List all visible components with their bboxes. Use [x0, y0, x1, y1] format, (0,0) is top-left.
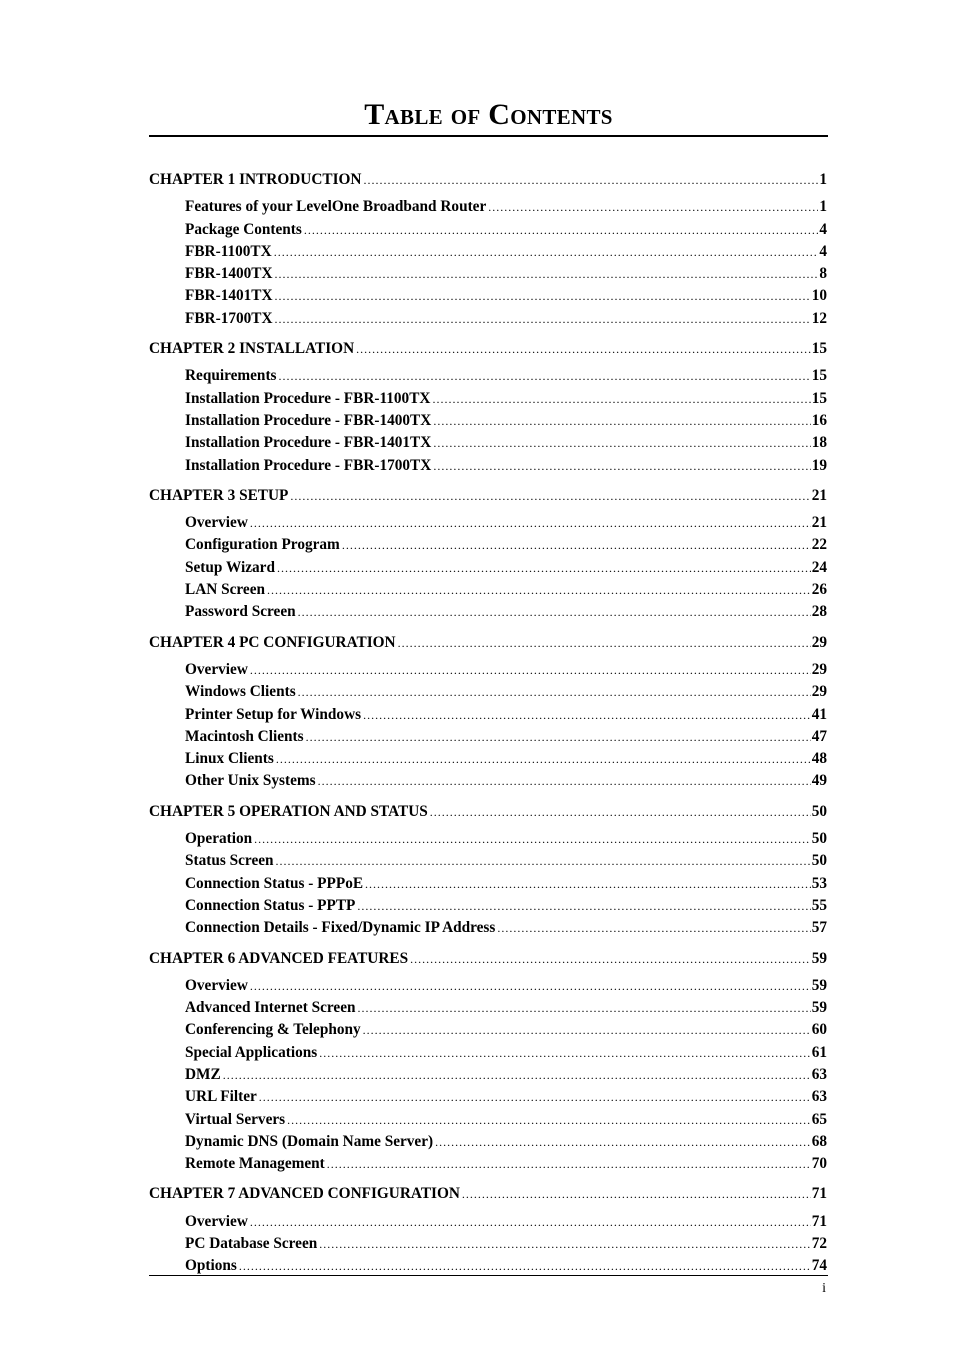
toc-entry-label: Features of your LevelOne Broadband Router [185, 198, 487, 216]
toc-leader-dots [433, 456, 810, 477]
toc-entry-label: Installation Procedure - FBR-1400TX [185, 411, 432, 429]
page-title: Table of Contents [364, 98, 613, 131]
toc-leader-dots [290, 486, 810, 507]
toc-section-entry[interactable] [149, 828, 827, 850]
toc-entry-label: Other Unix Systems [185, 772, 316, 790]
toc-entry-label: URL Filter [185, 1088, 257, 1106]
toc-entry-label: CHAPTER 2 INSTALLATION [149, 340, 355, 358]
toc-entry-label: Advanced Internet Screen [185, 999, 356, 1017]
toc-page-number: 4 [819, 242, 827, 260]
toc-chapter-block [149, 169, 827, 330]
toc-section-entry[interactable] [149, 557, 827, 579]
toc-chapter-entry[interactable] [149, 485, 827, 507]
toc-leader-dots [259, 1087, 811, 1108]
toc-page-number: 18 [811, 434, 827, 452]
toc-leader-dots [319, 1234, 810, 1255]
toc-page-number: 48 [811, 750, 827, 768]
toc-page-number: 19 [811, 456, 827, 474]
toc-chapter-entry[interactable] [149, 169, 827, 191]
toc-page-number: 22 [811, 536, 827, 554]
toc-page-number: 47 [811, 727, 827, 745]
toc-section-entry[interactable] [149, 512, 827, 534]
toc-entry-label: Conferencing & Telephony [185, 1021, 361, 1039]
toc-leader-dots [410, 949, 811, 970]
toc-page-number: 21 [811, 514, 827, 532]
toc-section-entry[interactable] [149, 432, 827, 454]
toc-leader-dots [497, 918, 810, 939]
toc-entry-label: Virtual Servers [185, 1110, 286, 1128]
toc-section-entry[interactable] [149, 895, 827, 917]
toc-section-entry[interactable] [149, 726, 827, 748]
toc-entry-label: FBR-1700TX [185, 309, 273, 327]
toc-page-number: 12 [811, 309, 827, 327]
toc-entry-label: Overview [185, 1212, 248, 1230]
toc-chapter-entry[interactable] [149, 338, 827, 360]
toc-entry-label: Dynamic DNS (Domain Name Server) [185, 1132, 434, 1150]
toc-entry-label: LAN Screen [185, 581, 266, 599]
toc-entry-label: Password Screen [185, 603, 296, 621]
toc-section-entry[interactable] [149, 263, 827, 285]
footer-divider [149, 1275, 828, 1276]
toc-section-entry[interactable] [149, 975, 827, 997]
toc-page-number: 15 [811, 389, 827, 407]
toc-chapter-block [149, 485, 827, 624]
toc-entry-label: Connection Details - Fixed/Dynamic IP Address [185, 919, 496, 937]
toc-page-number: 70 [811, 1155, 827, 1173]
toc-section-entry[interactable] [149, 455, 827, 477]
toc-entry-label: Installation Procedure - FBR-1100TX [185, 389, 431, 407]
toc-leader-dots [275, 264, 819, 285]
toc-page-number: 1 [819, 198, 827, 216]
toc-section-entry[interactable] [149, 1042, 827, 1064]
toc-leader-dots [250, 976, 811, 997]
toc-page-number: 59 [811, 976, 827, 994]
toc-page-number: 74 [811, 1257, 827, 1275]
toc-entry-label: FBR-1400TX [185, 265, 273, 283]
toc-section-entry[interactable] [149, 308, 827, 330]
toc-page-number: 60 [811, 1021, 827, 1039]
toc-chapter-entry[interactable] [149, 632, 827, 654]
toc-section-entry[interactable] [149, 601, 827, 623]
toc-entry-label: Remote Management [185, 1155, 325, 1173]
toc-chapter-entry[interactable] [149, 1183, 827, 1205]
toc-chapter-block [149, 338, 827, 477]
toc-entry-label: Installation Procedure - FBR-1401TX [185, 434, 432, 452]
toc-entry-label: CHAPTER 5 OPERATION AND STATUS [149, 802, 428, 820]
toc-leader-dots [298, 602, 811, 623]
toc-section-entry[interactable] [149, 850, 827, 872]
toc-section-entry[interactable] [149, 770, 827, 792]
toc-page-number: 15 [811, 340, 827, 358]
toc-page-number: 24 [811, 558, 827, 576]
toc-entry-label: CHAPTER 7 ADVANCED CONFIGURATION [149, 1185, 460, 1203]
toc-entry-label: Configuration Program [185, 536, 340, 554]
toc-page-number: 41 [811, 705, 827, 723]
toc-page-number: 4 [819, 220, 827, 238]
toc-section-entry[interactable] [149, 241, 827, 263]
toc-page-number: 49 [811, 772, 827, 790]
toc-section-entry[interactable] [149, 219, 827, 241]
toc-page-number: 55 [811, 896, 827, 914]
toc-section-entry[interactable] [149, 873, 827, 895]
toc-leader-dots [488, 197, 818, 218]
toc-page-number: 29 [811, 660, 827, 678]
toc-page-number: 26 [811, 581, 827, 599]
toc-leader-dots [462, 1184, 811, 1205]
toc-section-entry[interactable] [149, 704, 827, 726]
toc-leader-dots [342, 535, 811, 556]
toc-entry-label: Windows Clients [185, 683, 296, 701]
table-of-contents [149, 169, 827, 1286]
toc-section-entry[interactable] [149, 681, 827, 703]
toc-page-number: 71 [811, 1185, 827, 1203]
toc-entry-label: Requirements [185, 367, 277, 385]
toc-entry-label: Connection Status - PPTP [185, 896, 356, 914]
toc-page-number: 57 [811, 919, 827, 937]
toc-section-entry[interactable] [149, 1211, 827, 1233]
toc-page-number: 50 [811, 852, 827, 870]
toc-leader-dots [277, 558, 811, 579]
toc-entry-label: Status Screen [185, 852, 274, 870]
toc-leader-dots [433, 433, 810, 454]
toc-page-number: 29 [811, 633, 827, 651]
toc-entry-label: Overview [185, 660, 248, 678]
toc-section-entry[interactable] [149, 1019, 827, 1041]
toc-section-entry[interactable] [149, 997, 827, 1019]
toc-entry-label: Overview [185, 976, 248, 994]
toc-page-number: 63 [811, 1065, 827, 1083]
toc-leader-dots [363, 170, 818, 191]
toc-entry-label: CHAPTER 1 INTRODUCTION [149, 171, 362, 188]
toc-leader-dots [363, 705, 811, 726]
toc-entry-label: PC Database Screen [185, 1235, 318, 1253]
toc-page-number: 28 [811, 603, 827, 621]
toc-entry-label: Options [185, 1257, 237, 1275]
toc-section-entry[interactable] [149, 1109, 827, 1131]
toc-leader-dots [306, 727, 811, 748]
toc-entry-label: FBR-1401TX [185, 287, 273, 305]
toc-leader-dots [250, 513, 811, 534]
toc-leader-dots [275, 309, 811, 330]
toc-leader-dots [358, 998, 811, 1019]
toc-entry-label: Printer Setup for Windows [185, 705, 362, 723]
toc-page-number: 1 [819, 171, 827, 188]
toc-chapter-entry[interactable] [149, 801, 827, 823]
toc-leader-dots [275, 286, 811, 307]
toc-leader-dots [279, 366, 811, 387]
toc-leader-dots [432, 389, 810, 410]
toc-page-number: 63 [811, 1088, 827, 1106]
toc-section-entry[interactable] [149, 388, 827, 410]
toc-leader-dots [274, 242, 819, 263]
toc-leader-dots [319, 1043, 811, 1064]
toc-leader-dots [327, 1154, 811, 1175]
toc-section-entry[interactable] [149, 917, 827, 939]
toc-entry-label: Operation [185, 830, 253, 848]
toc-entry-label: CHAPTER 4 PC CONFIGURATION [149, 633, 396, 651]
toc-leader-dots [304, 220, 819, 241]
toc-entry-label: Special Applications [185, 1043, 318, 1061]
toc-section-entry[interactable] [149, 748, 827, 770]
toc-leader-dots [223, 1065, 811, 1086]
toc-page-number: 59 [811, 949, 827, 967]
toc-entry-label: CHAPTER 3 SETUP [149, 486, 289, 504]
toc-chapter-block [149, 948, 827, 1176]
toc-chapter-block [149, 801, 827, 940]
toc-page-number: 21 [811, 486, 827, 504]
toc-entry-label: Connection Status - PPPoE [185, 874, 364, 892]
toc-entry-label: Overview [185, 514, 248, 532]
toc-section-entry[interactable] [149, 579, 827, 601]
toc-leader-dots [435, 1132, 811, 1153]
toc-chapter-block [149, 1183, 827, 1277]
footer-page-number: i [822, 1281, 826, 1296]
toc-leader-dots [250, 1212, 811, 1233]
toc-page-number: 72 [811, 1235, 827, 1253]
toc-entry-label: Macintosh Clients [185, 727, 304, 745]
toc-leader-dots [357, 896, 810, 917]
toc-entry-label: CHAPTER 6 ADVANCED FEATURES [149, 949, 409, 967]
toc-page-number: 71 [811, 1212, 827, 1230]
toc-page-number: 68 [811, 1132, 827, 1150]
toc-page-number: 53 [811, 874, 827, 892]
toc-leader-dots [433, 411, 810, 432]
toc-entry-label: Linux Clients [185, 750, 274, 768]
toc-leader-dots [276, 749, 811, 770]
toc-section-entry[interactable] [149, 534, 827, 556]
toc-section-entry[interactable] [149, 1131, 827, 1153]
toc-section-entry[interactable] [149, 285, 827, 307]
toc-leader-dots [363, 1020, 811, 1041]
toc-leader-dots [398, 633, 811, 654]
toc-leader-dots [254, 829, 811, 850]
toc-page-number: 65 [811, 1110, 827, 1128]
toc-leader-dots [318, 771, 811, 792]
toc-section-entry[interactable] [149, 1086, 827, 1108]
toc-section-entry[interactable] [149, 196, 827, 218]
toc-chapter-entry[interactable] [149, 948, 827, 970]
toc-section-entry[interactable] [149, 1153, 827, 1175]
toc-page-number: 15 [811, 367, 827, 385]
toc-page-number: 8 [819, 265, 827, 283]
toc-entry-label: Installation Procedure - FBR-1700TX [185, 456, 432, 474]
toc-section-entry[interactable] [149, 1064, 827, 1086]
toc-leader-dots [276, 851, 811, 872]
toc-chapter-block [149, 632, 827, 793]
toc-section-entry[interactable] [149, 1233, 827, 1255]
toc-page-number: 50 [811, 802, 827, 820]
toc-entry-label: DMZ [185, 1065, 221, 1083]
toc-page-number: 16 [811, 411, 827, 429]
toc-leader-dots [267, 580, 811, 601]
toc-leader-dots [298, 682, 811, 703]
toc-page-number: 29 [811, 683, 827, 701]
toc-leader-dots [365, 874, 811, 895]
toc-page-number: 10 [811, 287, 827, 305]
toc-section-entry[interactable] [149, 410, 827, 432]
toc-leader-dots [287, 1110, 811, 1131]
toc-entry-label: Package Contents [185, 220, 302, 238]
toc-section-entry[interactable] [149, 659, 827, 681]
title-divider [149, 135, 828, 137]
toc-entry-label: Setup Wizard [185, 558, 275, 576]
toc-section-entry[interactable] [149, 365, 827, 387]
toc-entry-label: FBR-1100TX [185, 242, 272, 260]
toc-leader-dots [356, 339, 811, 360]
toc-page-number: 59 [811, 999, 827, 1017]
toc-page-number: 50 [811, 830, 827, 848]
toc-leader-dots [250, 660, 811, 681]
toc-leader-dots [430, 802, 811, 823]
toc-page-number: 61 [811, 1043, 827, 1061]
